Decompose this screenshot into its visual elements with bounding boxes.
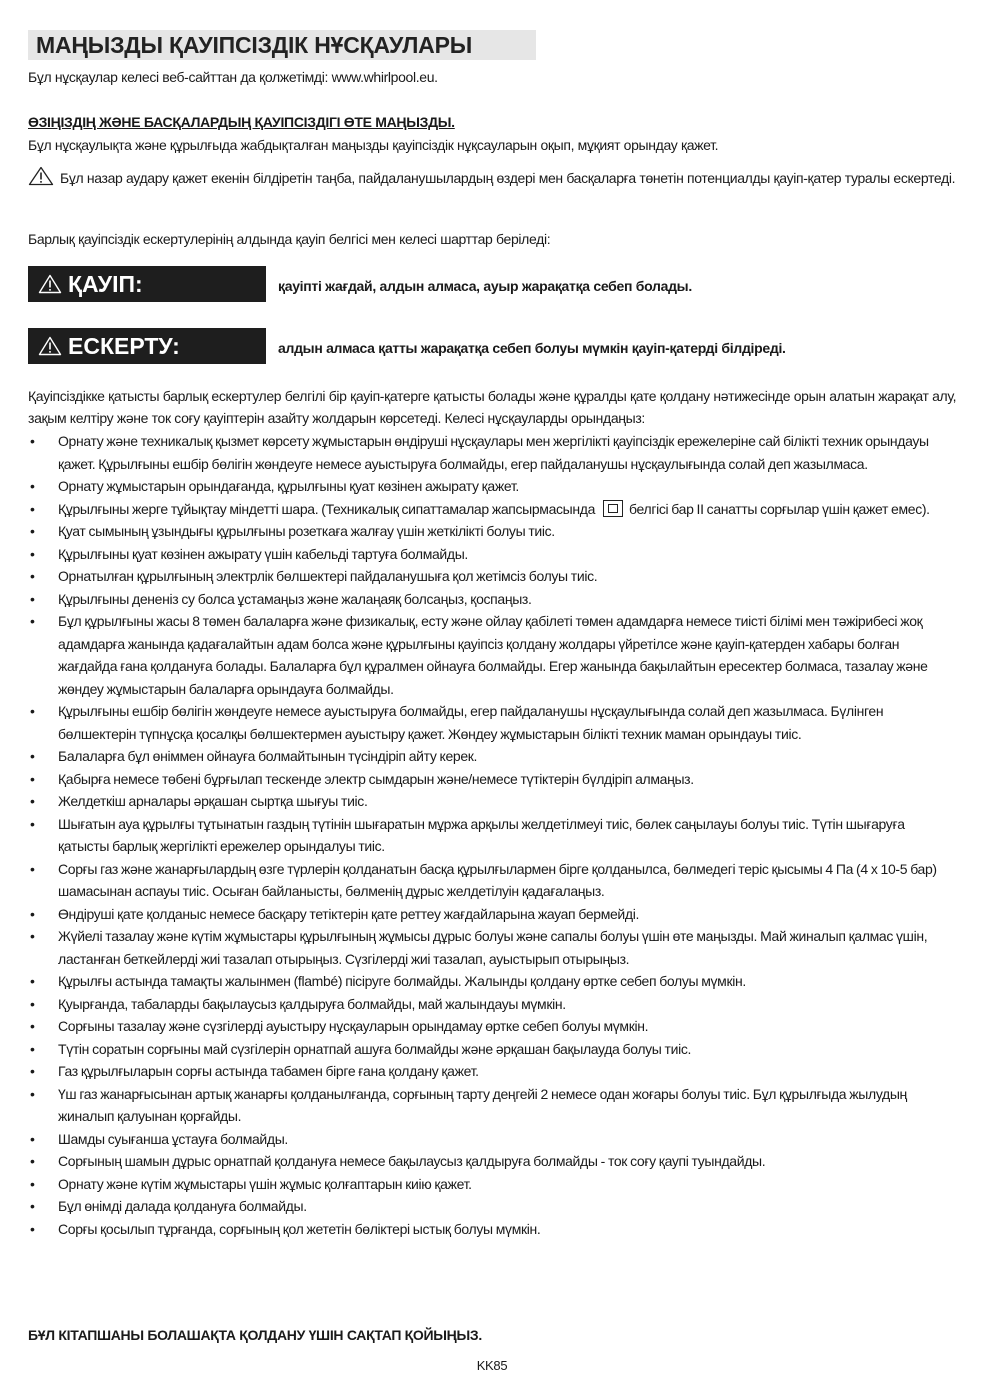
list-item xyxy=(28,993,958,1016)
list-item xyxy=(28,925,958,970)
list-item xyxy=(28,543,958,566)
list-item-text: Сорғыны тазалау және сүзгілерді ауыстыру нұсқауларын орындамау өртке себеп болуы мүмкін. xyxy=(58,1018,649,1034)
prefix-line: Барлық қауіпсіздік ескертулерінің алдында қауіп белгісі мен келесі шарттар беріледі: xyxy=(28,231,551,247)
list-item-text: Орнатылған құрылғының электрлік бөлшектері пайдаланушыға қол жетімсіз болуы тиіс. xyxy=(58,568,598,584)
list-item-text: Орнату жұмыстарын орындағанда, құрылғыны қуат көзінен ажырату қажет. xyxy=(58,478,519,494)
bullet-dot: • xyxy=(30,523,35,539)
warning-triangle-icon xyxy=(38,336,62,356)
bullet-dot: • xyxy=(30,815,35,832)
bullet-dot: • xyxy=(30,568,35,584)
attention-note xyxy=(28,166,958,189)
list-item xyxy=(28,610,958,700)
list-item-text: Қабырға немесе төбені бұрғылап тескенде электр сымдарын және/немесе түтіктерін бүлдіріп алмаңыз. xyxy=(58,770,694,787)
warning-triangle-icon xyxy=(38,274,62,294)
page-title-bar xyxy=(28,30,536,60)
warning-description: алдын алмаса қатты жарақатқа себеп болуы мүмкін қауіп-қатерді білдіреді. xyxy=(278,340,786,356)
list-item-text: Бұл өнімді далада қолдануға болмайды. xyxy=(58,1198,307,1214)
intro-text: Бұл нұсқаулықта және құрылғыда жабдықталған маңызды қауіпсіздік нұқсауларын оқып, мұқият орындау қажет. xyxy=(28,137,719,153)
page-title: МАҢЫЗДЫ ҚАУІПСІЗДІК НҰСҚАУЛАРЫ xyxy=(36,32,473,58)
list-item xyxy=(28,813,958,858)
list-item xyxy=(28,790,958,813)
bullet-dot: • xyxy=(30,1198,35,1214)
bullet-dot: • xyxy=(30,703,35,719)
warning-label xyxy=(28,328,266,364)
list-item-text: Балаларға бұл өніммен ойнауға болмайтынын түсіндіріп айту керек. xyxy=(58,748,478,764)
bullet-dot: • xyxy=(30,905,35,922)
list-item-text: Сорғы газ және жанарғылардың өзге түрлерін қолданатын басқа құрылғылармен бірге қолданылса, бөлмедегі теріс қысымы 4 Па (4 x 10-5 бар) шамасынан аспауы тиіс. Осыған байланысты, бөлменің дұрыс желдетілуін қадағалаңыз. xyxy=(58,860,937,899)
list-item xyxy=(28,858,958,903)
warning-triangle-icon xyxy=(28,166,54,186)
list-item xyxy=(28,1218,958,1241)
list-item xyxy=(28,768,958,791)
list-item-text: Құрылғыны дененіз су болса ұстамаңыз және жалаңаяқ болсаңыз, қоспаңыз. xyxy=(58,590,532,607)
list-item xyxy=(28,1128,958,1151)
bullet-dot: • xyxy=(30,1130,35,1147)
bullet-dot: • xyxy=(30,1018,35,1034)
list-item-text: Шамды суығанша ұстауға болмайды. xyxy=(58,1130,288,1147)
bullet-dot: • xyxy=(30,478,35,494)
general-paragraph: Қауіпсіздікке қатысты барлық ескертулер белгілі бір қауіп-қатерге қатысты болады және құралды қате қолдану нәтижесінде орын алатын жарақат алу, зақым келтіру және ток соғу қауіптерін азайту жолдарын көрсетеді. Келесі нұсқауларды орындаңыз: xyxy=(28,388,957,426)
list-item xyxy=(28,475,958,498)
bullet-dot: • xyxy=(30,613,35,629)
list-item xyxy=(28,498,958,521)
page-number: KK85 xyxy=(476,1358,508,1373)
list-item-text: Орнату және техникалық қызмет көрсету жұмыстарын өндіруші нұсқаулары мен жергілікті қауіпсіздік ережелеріне сай білікті техник орындауы қажет. Құрылғыны ешбір бөлігін жөндеуге немесе ауыстыруға болмайды, егер пайдаланушы нұсқаулығында солай деп жазылмаса. xyxy=(58,433,929,472)
class-ii-double-square-icon xyxy=(603,500,623,517)
list-item xyxy=(28,1015,958,1038)
section-subheading: ӨЗІҢІЗДІҢ ЖӘНЕ БАСҚАЛАРДЫҢ ҚАУІПСІЗДІГІ ӨТЕ МАҢЫЗДЫ. xyxy=(28,114,455,130)
bullet-dot: • xyxy=(30,1220,35,1237)
safety-bullet-list xyxy=(28,430,958,1240)
bullet-dot: • xyxy=(30,973,35,989)
list-item xyxy=(28,565,958,588)
bullet-dot: • xyxy=(30,748,35,764)
bullet-dot: • xyxy=(30,995,35,1012)
list-item-text: Құрылғыны ешбір бөлігін жөндеуге немесе ауыстыруға болмайды, егер пайдаланушы нұсқаулығында солай деп жазылмаса. Бүлінген бөлшектерін түпнұсқа қосалқы бөлшектермен ауыстыру қажет. Жөндеу жұмыстарын білікті техник маман орындауы тиіс. xyxy=(58,703,884,742)
list-item xyxy=(28,700,958,745)
list-item xyxy=(28,1060,958,1083)
bullet-dot: • xyxy=(30,1040,35,1057)
list-item-text: Бұл құрылғыны жасы 8 төмен балаларға және физикалық, есту және ойлау қабілеті төмен адамдарға немесе тиісті білімі мен тәжірибесі жоқ адамдарға жанында қадағалайтын адам болса және құрылғыны қауіпсіз қолдану жолдары үйретілсе және қауіп-қатерден хабары болған жағдайда ғана қолдануға болады. Балаларға бұл құралмен ойнауға болмайды. Егер жанында бақылайтын ересектер болмаса, тазалау және жөндеу жұмыстарын балаларға орындауға болмайды. xyxy=(58,613,928,697)
danger-description: қауіпті жағдай, алдын алмаса, ауыр жарақатқа себеп болады. xyxy=(278,278,692,294)
list-item xyxy=(28,1195,958,1218)
list-item xyxy=(28,430,958,475)
list-item xyxy=(28,745,958,768)
list-item xyxy=(28,970,958,993)
list-item xyxy=(28,588,958,611)
danger-label xyxy=(28,266,266,302)
list-item-text: Құрылғы астында тамақты жалынмен (flambé) пісіруге болмайды. Жалынды қолдану өртке себеп болуы мүмкін. xyxy=(58,973,746,989)
bullet-dot: • xyxy=(30,1153,35,1169)
bullet-dot: • xyxy=(30,928,35,944)
list-item xyxy=(28,903,958,926)
bullet-dot: • xyxy=(30,545,35,562)
list-item-text: Орнату және күтім жұмыстары үшін жұмыс қолғаптарын киію қажет. xyxy=(58,1175,472,1192)
list-item-text: Сорғы қосылып тұрғанда, сорғының қол жететін бөліктері ыстық болуы мүмкін. xyxy=(58,1220,541,1237)
bullet-dot: • xyxy=(30,590,35,607)
list-item-text: Құрылғыны қуат көзінен ажырату үшін кабельді тартуға болмайды. xyxy=(58,545,468,562)
list-item-text: Сорғының шамын дұрыс орнатпай қолдануға немесе бақылаусыз қалдыруға болмайды - ток соғу қаупі туындайды. xyxy=(58,1153,766,1169)
warning-label-text: ЕСКЕРТУ: xyxy=(68,333,180,359)
bullet-dot: • xyxy=(30,433,35,449)
bullet-dot: • xyxy=(30,860,35,877)
list-item-text: Қуырғанда, табаларды бақылаусыз қалдыруға болмайды, май жалындауы мүмкін. xyxy=(58,995,566,1012)
list-item-text: Желдеткіш арналары әрқашан сыртқа шығуы тиіс. xyxy=(58,793,368,809)
list-item xyxy=(28,1083,958,1128)
list-item xyxy=(28,520,958,543)
bullet-dot: • xyxy=(30,1063,35,1079)
list-item-text: Жүйелі тазалау және күтім жұмыстары құрылғының жұмысы дұрыс болуы және сапалы болуы үшін өте маңызды. Май жиналып қалмас үшін, ластанған беткейлерді жиі тазалап отырыңыз. Сүзгілерді жиі тазалап, ауыстырып отырыңыз. xyxy=(58,928,928,967)
footer-note: БҰЛ КІТАПШАНЫ БОЛАШАҚТА ҚОЛДАНУ ҮШІН САҚТАП ҚОЙЫҢЫЗ. xyxy=(28,1327,482,1343)
bullet-dot: • xyxy=(30,770,35,787)
list-item xyxy=(28,1038,958,1061)
list-item-text-tail: белгісі бар II санатты сорғылар үшін қажет емес). xyxy=(629,500,930,517)
list-item-text: Өндіруші қате қолданыс немесе басқару тетіктерін қате реттеу жағдайларына жауап бермейді. xyxy=(58,905,640,922)
list-item-text: Газ құрылғыларын сорғы астында табамен бірге ғана қолдану қажет. xyxy=(58,1063,479,1079)
list-item-text: Түтін соратын сорғыны май сүзгілерін орнатпай ашуға болмайды және әрқашан бақылауда болуы тиіс. xyxy=(58,1040,692,1057)
list-item-text: Шығатын ауа құрылғы тұтынатын газдың түтінін шығаратын мұржа арқылы желдетілмеуі тиіс, бөлек саңылауы болуы тиіс. Түтін шығаруға қатысты барлық жергілікті ережелер орындалуы тиіс. xyxy=(58,815,905,854)
list-item-text: Қуат сымының ұзындығы құрылғыны розеткаға жалғау үшін жеткілікті болуы тиіс. xyxy=(58,523,555,539)
list-item xyxy=(28,1173,958,1196)
bullet-dot: • xyxy=(30,1175,35,1192)
website-note: Бұл нұсқаулар келесі веб-сайттан да қолжетімді: www.whirlpool.eu. xyxy=(28,69,438,85)
bullet-dot: • xyxy=(30,793,35,809)
list-item xyxy=(28,1150,958,1173)
list-item-text: Құрылғыны жерге тұйықтау міндетті шара. (Техникалық сипаттамалар жапсырмасында xyxy=(58,500,596,517)
bullet-dot: • xyxy=(30,500,35,517)
danger-label-text: ҚАУІП: xyxy=(68,271,143,297)
bullet-dot: • xyxy=(30,1085,35,1102)
list-item-text: Үш газ жанарғысынан артық жанарғы қолданылғанда, сорғының тарту деңгейі 2 немесе одан жоғары болуы тиіс. Бұл құрылғыда жылудың жиналып қалуынан қорғайды. xyxy=(58,1085,907,1124)
attention-text: Бұл назар аудару қажет екенін білдіретін таңба, пайдаланушылардың өздері мен басқаларға төнетін потенциалды қауіп-қатер туралы ескертеді. xyxy=(60,170,956,186)
